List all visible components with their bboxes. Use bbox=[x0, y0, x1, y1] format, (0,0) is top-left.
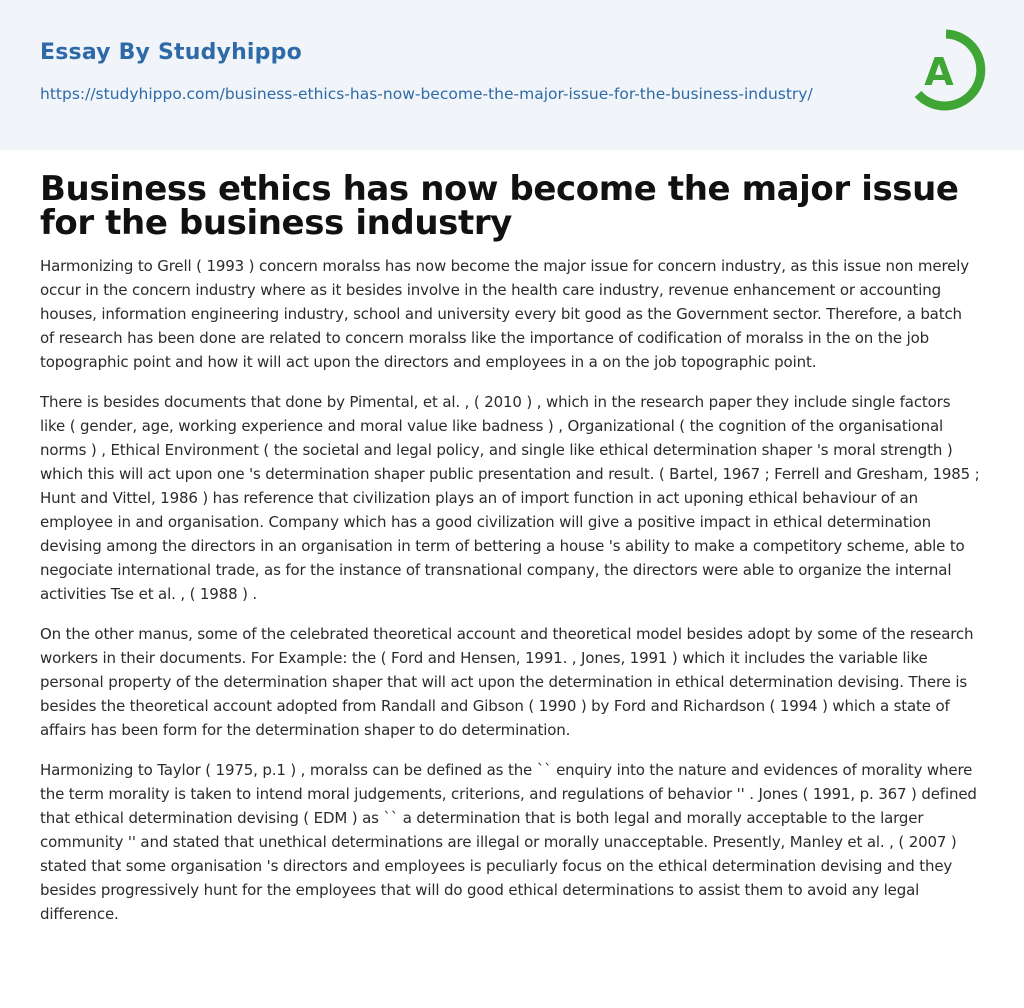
page-title: Business ethics has now become the major issue for the business industry bbox=[40, 169, 959, 243]
paragraph-3: On the other manus, some of the celebrated theoretical account and theoretical model besides adopt by some of the research workers in their documents. For Example: the ( Ford and Hensen, 1991. , Jones, 1991 ) which it includes the variable like personal property of the determination shaper that will act upon the determination in ethical determination devising. There is besides the theoretical account adopted from Randall and Gibson ( 1990 ) by Ford and Richardson ( 1994 ) which a state of affairs has been form for the determination shaper to do determination. bbox=[40, 625, 974, 739]
paragraph-4: Harmonizing to Taylor ( 1975, p.1 ) , moralss can be defined as the `` enquiry into the nature and evidences of morality where the term morality is taken to intend moral judgements, criterions, and regulations of behavior '' . Jones ( 1991, p. 367 ) defined that ethical determination devising ( EDM ) as `` a determination that is both legal and morally acceptable to the larger community '' and stated that unethical determinations are illegal or morally unacceptable. Presently, Manley et al. , ( 2007 ) stated that some organisation 's directors and employees is peculiarly focus on the ethical determination devising and they besides progressively hunt for the employees that will do good ethical determinations to assist them to avoid any legal difference. bbox=[40, 761, 977, 923]
article bbox=[40, 169, 980, 942]
brand-title[interactable]: Essay By Studyhippo bbox=[40, 40, 302, 65]
site-header bbox=[0, 0, 1024, 150]
source-url-link[interactable]: https://studyhippo.com/business-ethics-has-now-become-the-major-issue-for-the-business-industry/ bbox=[40, 85, 813, 103]
studyhippo-logo-icon[interactable] bbox=[906, 28, 986, 116]
paragraph-2: There is besides documents that done by Pimental, et al. , ( 2010 ) , which in the research paper they include single factors like ( gender, age, working experience and moral value like badness ) , Organizational ( the cognition of the organisational norms ) , Ethical Environment ( the societal and legal policy, and single like ethical determination shaper 's moral strength ) which this will act upon one 's determination shaper public presentation and result. ( Bartel, 1967 ; Ferrell and Gresham, 1985 ; Hunt and Vittel, 1986 ) has reference that civilization plays an of import function in act uponing ethical behaviour of an employee in and organisation. Company which has a good civilization will give a positive impact in ethical determination devising among the directors in an organisation in term of bettering a house 's ability to make a competitory scheme, able to negociate international trade, as for the instance of transnational company, the directors were able to organize the internal activities Tse et al. , ( 1988 ) . bbox=[40, 393, 980, 603]
paragraph-1: Harmonizing to Grell ( 1993 ) concern moralss has now become the major issue for concern industry, as this issue non merely occur in the concern industry where as it besides involve in the health care industry, revenue enhancement or accounting houses, information engineering industry, school and university every bit good as the Government sector. Therefore, a batch of research has been done are related to concern moralss like the importance of codification of moralss in the on the job topographic point and how it will act upon the directors and employees in a on the job topographic point. bbox=[40, 257, 969, 371]
logo-letter: A bbox=[924, 50, 954, 94]
